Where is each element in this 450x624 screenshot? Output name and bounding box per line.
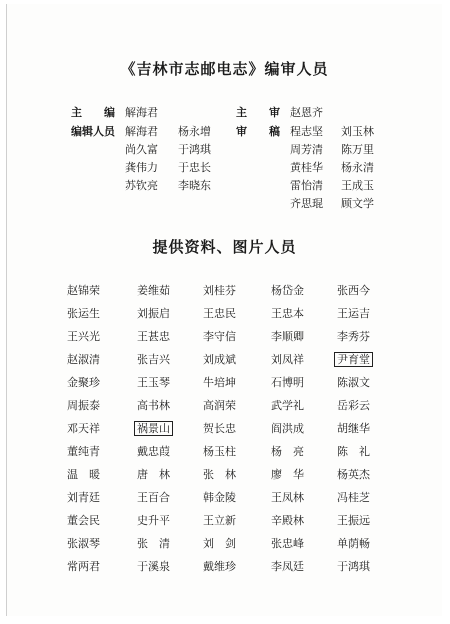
contributor-name: 李凤廷: [271, 560, 304, 573]
contributor-name: 张忠峰: [271, 537, 304, 550]
contributor-name: 阎洪成: [271, 422, 304, 435]
contributor-name: 周振泰: [67, 399, 100, 412]
contributor-name: 董会民: [67, 514, 100, 527]
reviewer-name: 周芳清: [290, 143, 323, 156]
contributor-name: 岳彩云: [337, 399, 370, 412]
contributor-name: 邓天祥: [67, 422, 100, 435]
reviewer-name: 顾文学: [341, 197, 374, 210]
contributor-name: 辛殿林: [271, 514, 304, 527]
contributor-name: 高润荣: [203, 399, 236, 412]
contributor-name: 武学礼: [271, 399, 304, 412]
editor-name: 李晓东: [178, 179, 211, 192]
editor-name: 于鸿琪: [178, 143, 211, 156]
contributor-name: 唐 林: [137, 468, 170, 481]
contributor-name: 李守信: [203, 330, 236, 343]
contributor-name: 刘成斌: [203, 353, 236, 366]
chief-editor-name: 解海君: [125, 106, 158, 119]
contributor-name: 王凤林: [271, 491, 304, 504]
reviewer-name: 刘玉林: [341, 125, 374, 138]
editors-label: 编辑人员: [71, 125, 115, 138]
contributor-column: [271, 282, 304, 581]
reviewer-name: 程志坚: [290, 125, 323, 138]
contributor-name: 牛培坤: [203, 376, 236, 389]
contributor-name: 温 暖: [67, 468, 100, 481]
contributor-name: 单荫畅: [337, 537, 370, 550]
contributor-name: 常两君: [67, 560, 100, 573]
chief-editor-label: 主 编: [71, 106, 115, 119]
reviewer-name: 陈万里: [341, 143, 374, 156]
contributor-name: 杨岱金: [271, 284, 304, 297]
contributor-name: 王百合: [137, 491, 170, 504]
contributor-column: [337, 282, 373, 581]
contributor-name: 刘 剑: [203, 537, 236, 550]
contributor-name: 张 林: [203, 468, 236, 481]
contributor-name: 贺长忠: [203, 422, 236, 435]
reviewer-name: 黄桂华: [290, 161, 323, 174]
contributor-name: 于鸿琪: [337, 560, 370, 573]
contributor-column: [67, 282, 100, 581]
contributor-name: 董纯青: [67, 445, 100, 458]
contributor-name: 李秀芬: [337, 330, 370, 343]
contributor-name: 王运吉: [337, 307, 370, 320]
contributor-name: 王忠本: [271, 307, 304, 320]
reviewer-name: 杨永清: [341, 161, 374, 174]
contributor-name: 陈淑文: [337, 376, 370, 389]
contributor-name: 戴维珍: [203, 560, 236, 573]
editor-name: 解海君: [125, 125, 158, 138]
contributor-name-boxed: 尹育堂: [334, 352, 373, 367]
contributor-name: 赵淑清: [67, 353, 100, 366]
contributor-name: 王兴光: [67, 330, 100, 343]
contributor-name: 史升平: [137, 514, 170, 527]
contributor-name: 石博明: [271, 376, 304, 389]
reviewer-name: 王成玉: [341, 179, 374, 192]
contributor-name: 高书林: [137, 399, 170, 412]
contributor-name: 于溪泉: [137, 560, 170, 573]
editor-name: 龚伟力: [125, 161, 158, 174]
contributor-name: 杨玉柱: [203, 445, 236, 458]
contributor-name: 王忠民: [203, 307, 236, 320]
contributor-name: 王立新: [203, 514, 236, 527]
contributor-name: 杨 亮: [271, 445, 304, 458]
editor-name: 尚久富: [125, 143, 158, 156]
contributor-name: 韩金陵: [203, 491, 236, 504]
contributor-name: 姜维茹: [137, 284, 170, 297]
contributor-name: [137, 420, 173, 443]
contributor-name: 杨英杰: [337, 468, 370, 481]
contributor-name: 王振远: [337, 514, 370, 527]
contributor-name: 王甚忠: [137, 330, 170, 343]
contributor-name: 胡继华: [337, 422, 370, 435]
contributor-name: 刘青廷: [67, 491, 100, 504]
contributor-column: [137, 282, 173, 581]
contributor-name: 刘振启: [137, 307, 170, 320]
contributor-name: 张吉兴: [137, 353, 170, 366]
contributor-name: 王玉琴: [137, 376, 170, 389]
editor-name: 于忠长: [178, 161, 211, 174]
editor-name: 杨永增: [178, 125, 211, 138]
contributor-name: 廖 华: [271, 468, 304, 481]
editor-name: 苏钦亮: [125, 179, 158, 192]
contributor-name: 张西今: [337, 284, 370, 297]
reviewer-name: 雷怡清: [290, 179, 323, 192]
contributor-name: 刘桂芬: [203, 284, 236, 297]
reviewers-label: 审 稿: [236, 125, 280, 138]
page-title: 《吉林市志邮电志》编审人员: [120, 60, 329, 78]
contributor-name: 李顺卿: [271, 330, 304, 343]
chief-review-name: 赵恩齐: [290, 106, 323, 119]
contributor-name: 张 清: [137, 537, 170, 550]
contributor-name-boxed: 祸景山: [134, 421, 173, 436]
contributor-name: 张运生: [67, 307, 100, 320]
contributor-column: [203, 282, 236, 581]
document-page: [6, 4, 442, 616]
contributor-name: 刘凤祥: [271, 353, 304, 366]
chief-review-label: 主 审: [236, 106, 280, 119]
contributor-name: 戴忠葭: [137, 445, 170, 458]
contributor-name: 冯桂芝: [337, 491, 370, 504]
contributor-name: 赵锦荣: [67, 284, 100, 297]
reviewer-name: 齐思琨: [290, 197, 323, 210]
contributor-name: [337, 351, 373, 374]
contributor-name: 金聚珍: [67, 376, 100, 389]
section-title: 提供资料、图片人员: [152, 238, 297, 256]
contributor-name: 张淑琴: [67, 537, 100, 550]
contributor-name: 陈 礼: [337, 445, 370, 458]
